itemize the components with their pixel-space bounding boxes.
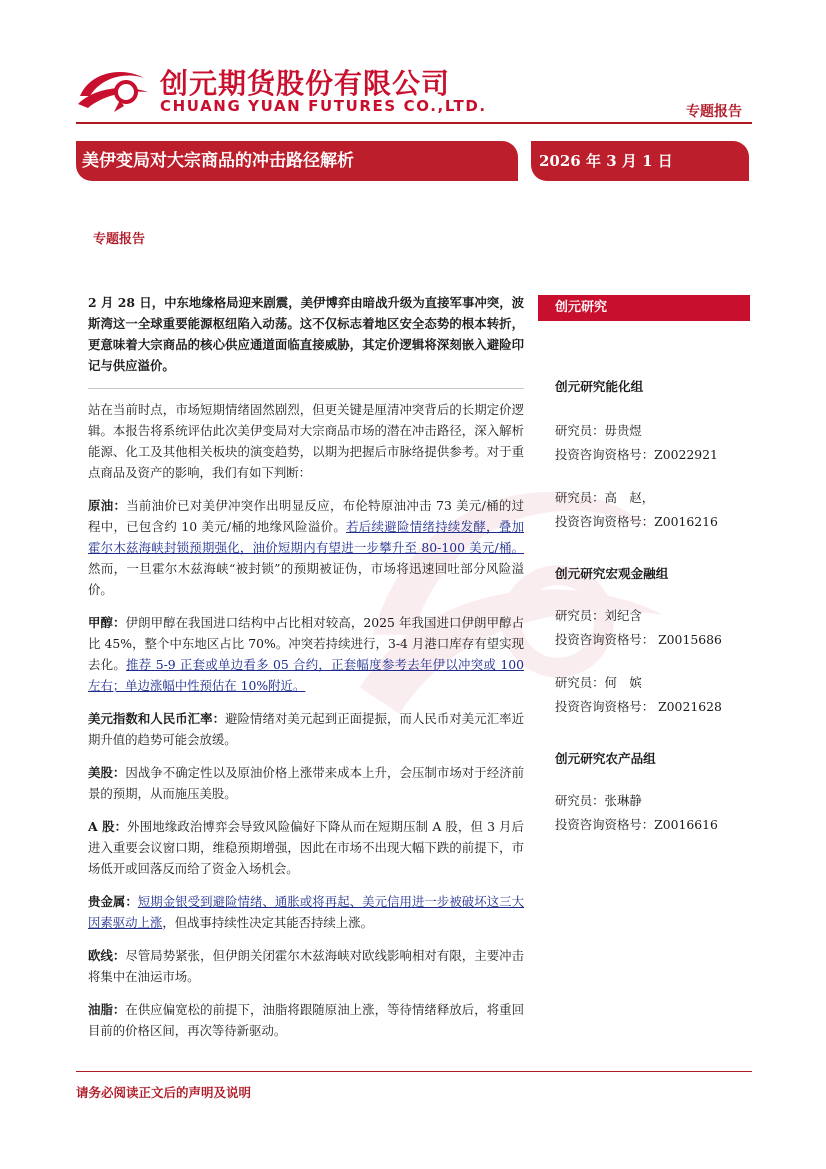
euro-line-label: 欧线： [88, 948, 126, 963]
usd-label: 美元指数和人民币汇率： [88, 711, 226, 726]
report-date: 2026 年 3 月 1 日 [531, 141, 749, 181]
oils-label: 油脂： [88, 1002, 126, 1017]
methanol-label: 甲醇： [88, 615, 126, 630]
researcher-name: 研究员：高 赵， [555, 490, 655, 505]
researcher-name: 研究员：刘纪含 [555, 608, 642, 623]
license-number: 投资咨询资格号：Z0016216 [555, 514, 718, 529]
researcher-name: 研究员：张琳静 [555, 793, 642, 808]
intro-paragraph: 站在当前时点，市场短期情绪固然剧烈，但更关键是厘清冲突背后的长期定价逻辑。本报告将系统评估此次美伊变局对大宗商品市场的潜在冲击路径，深入解析能源、化工及其他相关板块的演变趋势，以期为把握后市脉络提供参考。对于重点商品及资产的影响，我们有如下判断： [88, 402, 524, 480]
us-stocks-label: 美股： [88, 765, 126, 780]
lead-paragraph: 2 月 28 日，中东地缘格局迎来剧震，美伊博弈由暗战升级为直接军事冲突，波斯湾这一全球重要能源枢纽陷入动荡。这不仅标志着地区安全态势的根本转折，更意味着大宗商品的核心供应通道面临直接威胁，其定价逻辑将深刻嵌入避险印记与供应溢价。 [88, 295, 524, 373]
report-type-tag: 专题报告 [686, 104, 742, 120]
oils-paragraph [88, 999, 524, 1041]
group-energy-chemicals: 创元研究能化组 [555, 379, 644, 394]
report-title: 美伊变局对大宗商品的冲击路径解析 [76, 141, 518, 181]
crude-oil-text: 当前油价已对美伊冲突作出明显反应，布伦特原油冲击 73 美元/桶的过程中，已包含约 10 美元/桶的地缘风险溢价。 [88, 498, 524, 534]
oils-text: 在供应偏宽松的前提下，油脂将跟随原油上涨，等待情绪释放后，将重回目前的价格区间，再次等待新驱动。 [88, 1002, 525, 1038]
group-macro-finance: 创元研究宏观金融组 [555, 566, 669, 581]
lead-divider [88, 388, 524, 389]
methanol-paragraph [88, 612, 524, 696]
us-stocks-paragraph [88, 762, 524, 804]
precious-metals-paragraph [88, 891, 524, 933]
euro-line-text: 尽管局势紧张，但伊朗关闭霍尔木兹海峡对欧线影响相对有限，主要冲击将集中在油运市场。 [88, 948, 525, 984]
methanol-text: 伊朗甲醇在我国进口结构中占比相对较高，2025 年我国进口伊朗甲醇占比 45%，整个中东地区占比 70%。冲突若持续进行，3-4 月港口库存有望实现去化。 [88, 615, 525, 672]
license-number: 投资咨询资格号： Z0015686 [555, 632, 722, 647]
license-number: 投资咨询资格号： Z0021628 [555, 699, 722, 714]
company-name-en: CHUANG YUAN FUTURES CO.,LTD. [160, 97, 487, 115]
researcher-name: 研究员：何 嫔 [555, 675, 642, 690]
group-agricultural: 创元研究农产品组 [555, 751, 656, 766]
precious-metals-text: ，但战事持续性决定其能否持续上涨。 [162, 915, 373, 930]
report-body [88, 292, 524, 1053]
crude-oil-text-2: 然而，一旦霍尔木兹海峡“被封锁”的预期被证伪，市场将迅速回吐部分风险溢价。 [88, 561, 524, 597]
a-shares-text: 外围地缘政治博弈会导致风险偏好下降从而在短期压制 A 股，但 3 月后进入重要会议窗口期，维稳预期增强，因此在市场不出现大幅下跌的前提下，市场低开或回落反而给了资金入场机会。 [88, 819, 524, 876]
us-stocks-text: 因战争不确定性以及原油价格上涨带来成本上升，会压制市场对于经济前景的预期，从而施压美股。 [88, 765, 525, 801]
section-label: 专题报告 [93, 232, 146, 247]
usd-text: 避险情绪对美元起到正面提振，而人民币对美元汇率近期升值的趋势可能会放缓。 [88, 711, 525, 747]
company-name-cn: 创元期货股份有限公司 [160, 67, 451, 100]
sidebar-heading: 创元研究 [538, 295, 750, 321]
crude-oil-label: 原油： [88, 498, 127, 513]
footer-disclaimer: 请务必阅读正文后的声明及说明 [76, 1085, 252, 1100]
precious-metals-highlight: 短期金银受到避险情绪、通胀或将再起、美元信用进一步被破坏这三大因素驱动上涨 [88, 894, 525, 930]
precious-metals-label: 贵金属： [88, 894, 138, 909]
crude-oil-highlight: 若后续避险情绪持续发酵，叠加霍尔木兹海峡封锁预期强化，油价短期内有望进一步攀升至 80-100 美元/桶。 [88, 519, 524, 555]
euro-line-paragraph [88, 945, 524, 987]
methanol-highlight: 推荐 5-9 正套或单边看多 05 合约，正套幅度参考去年伊以冲突或 100 左右；单边涨幅中性预估在 10%附近。 [88, 657, 524, 693]
a-shares-label: A 股： [88, 819, 128, 834]
license-number: 投资咨询资格号：Z0016616 [555, 817, 718, 832]
a-shares-paragraph [88, 816, 524, 879]
header-divider [76, 122, 752, 124]
crude-oil-paragraph [88, 495, 524, 600]
researcher-name: 研究员：毋贵煜 [555, 423, 642, 438]
research-team-sidebar [538, 295, 750, 837]
license-number: 投资咨询资格号：Z0022921 [555, 447, 718, 462]
footer-divider [76, 1071, 752, 1072]
usd-paragraph [88, 708, 524, 750]
company-logo [76, 66, 152, 112]
